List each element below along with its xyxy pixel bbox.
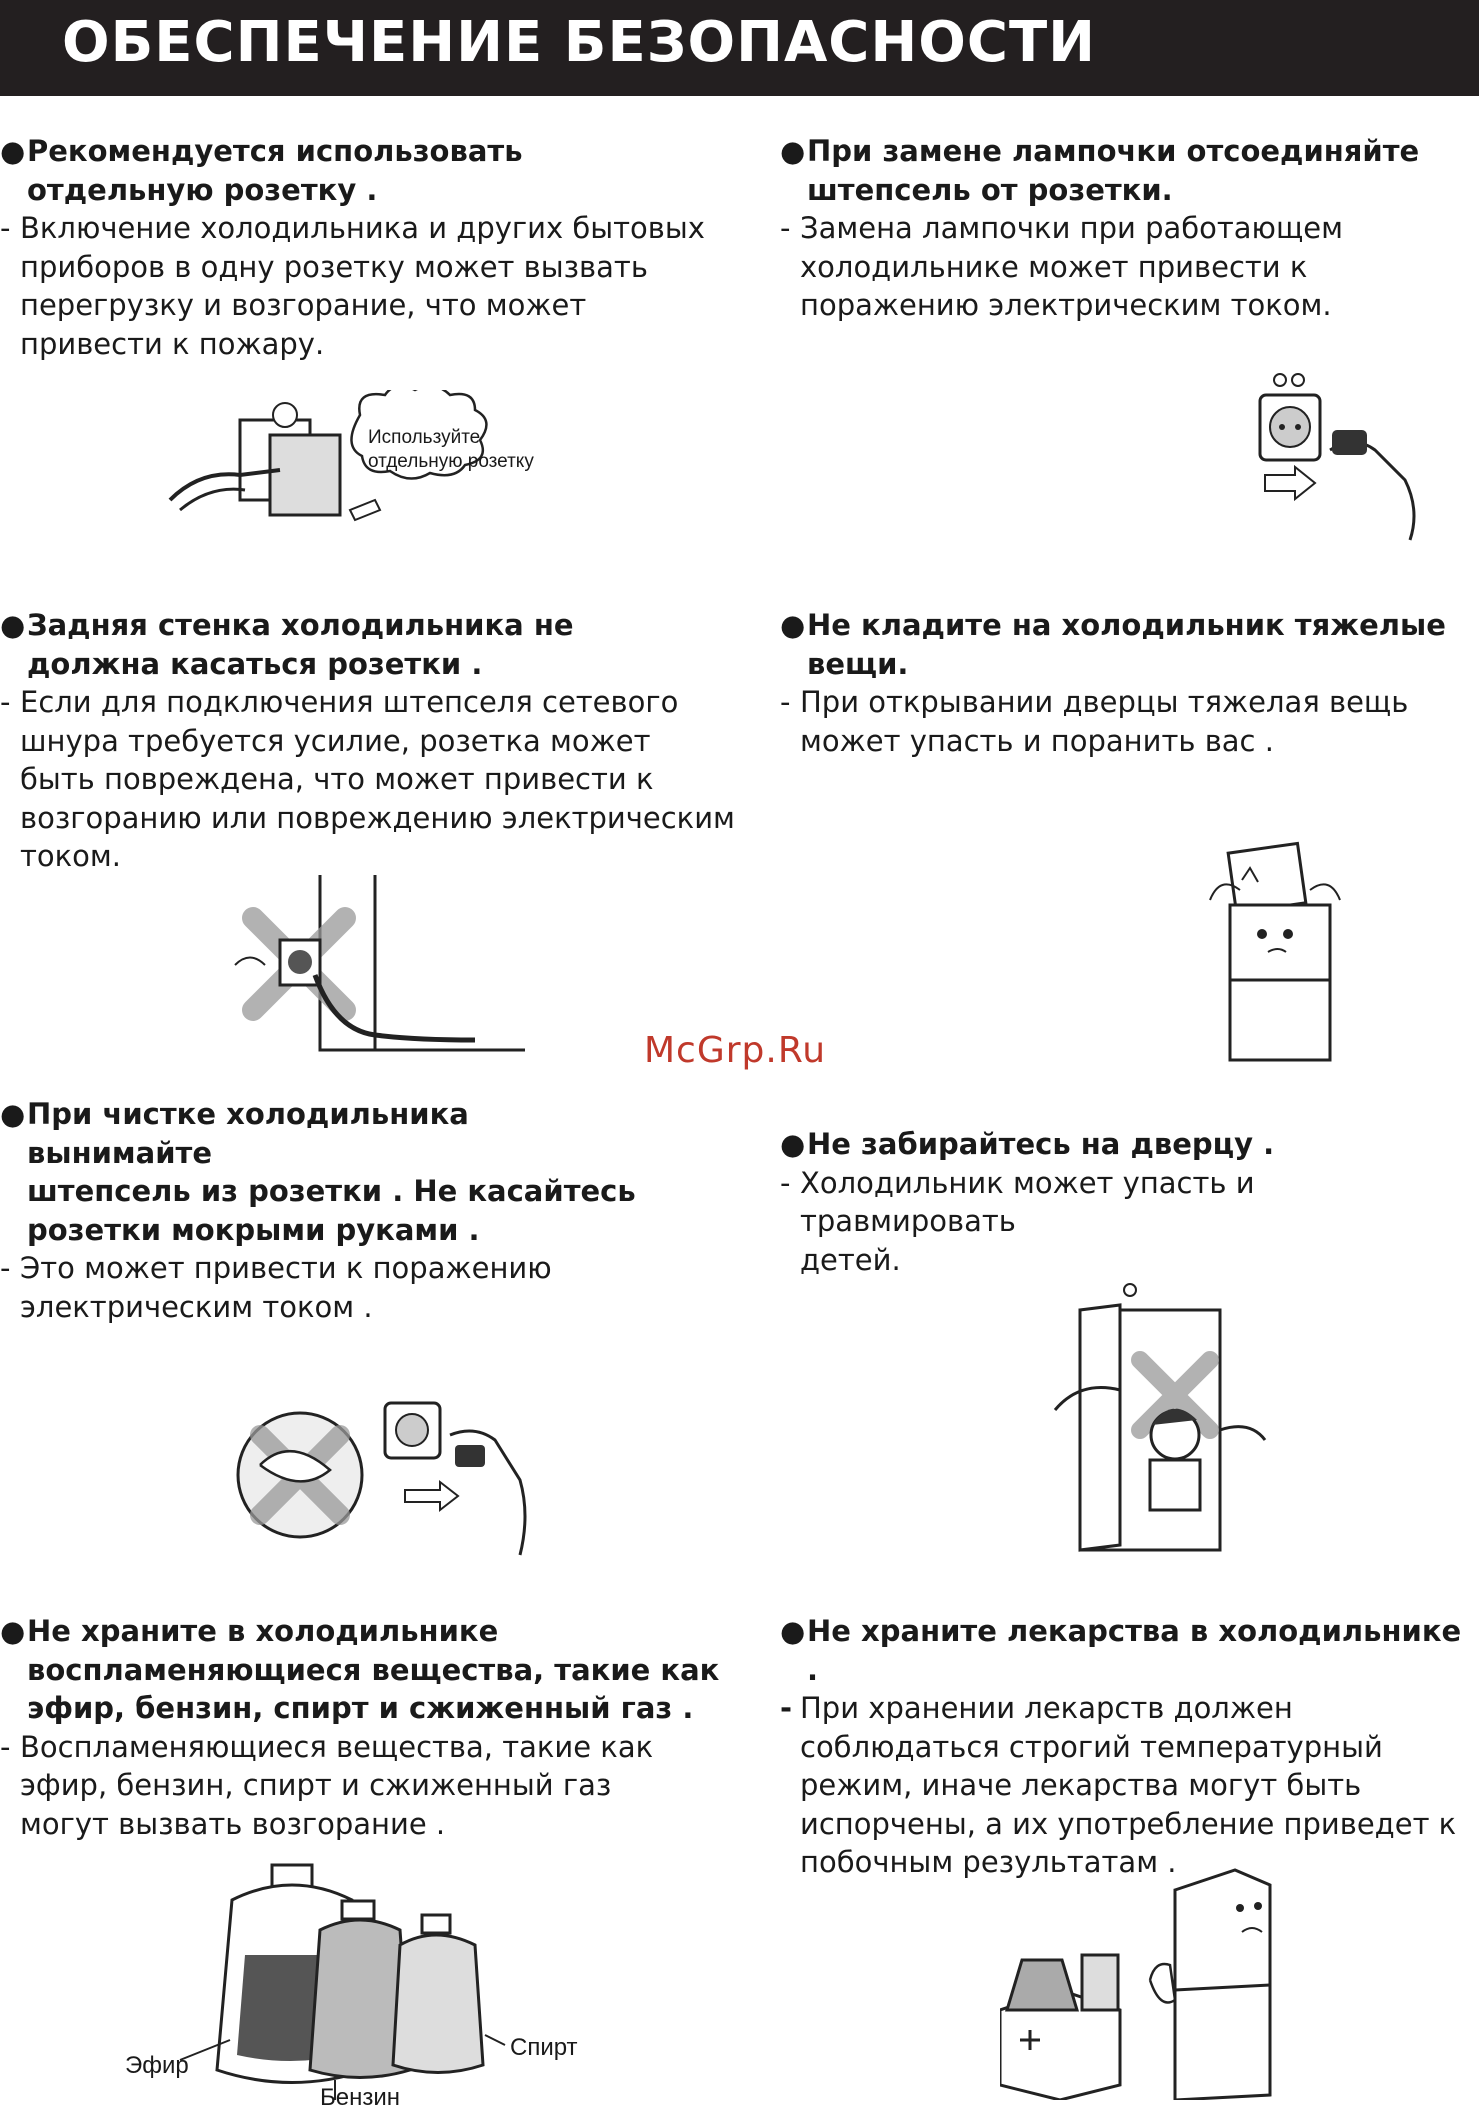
section-description: - Если для подключения штепселя сетевого шнура требуется усилие, розетка может быть повреждена, что может привести к возгоранию или повреждению электрическим током. bbox=[0, 685, 735, 873]
section-description: - Замена лампочки при работающем холодильнике может привести к поражению электрическим током. bbox=[780, 211, 1343, 322]
callout-text: Используйте bbox=[368, 427, 481, 448]
bullet-icon: ● bbox=[0, 134, 26, 168]
label-spirit: Спирт bbox=[510, 2034, 578, 2061]
back-wall-illustration bbox=[225, 870, 545, 1060]
section-door-climbing bbox=[780, 1125, 1479, 1279]
bullet-icon: ● bbox=[0, 1614, 26, 1648]
section-heading: ● Задняя стенка холодильника не должна касаться розетки . bbox=[0, 608, 574, 681]
section-heading: ● Рекомендуется использовать отдельную розетку . bbox=[0, 134, 523, 207]
page-title: ОБЕСПЕЧЕНИЕ БЕЗОПАСНОСТИ bbox=[62, 10, 1097, 75]
section-heading: ● Не храните лекарства в холодильнике . bbox=[780, 1612, 1479, 1689]
bullet-icon: ● bbox=[780, 134, 806, 168]
section-heavy-items bbox=[780, 606, 1479, 760]
section-bulb-replacement bbox=[780, 132, 1479, 325]
bullet-icon: ● bbox=[780, 608, 806, 642]
flammable-illustration bbox=[120, 1855, 620, 2107]
section-medicine bbox=[780, 1612, 1479, 1882]
section-heading: ● При замене лампочки отсоединяйте штепсель от розетки. bbox=[780, 134, 1420, 207]
bullet-icon: ● bbox=[780, 1614, 806, 1648]
section-heading: ● Не храните в холодильнике воспламеняющиеся вещества, такие как эфир, бензин, спирт и сжиженный газ . bbox=[0, 1614, 720, 1725]
section-description: - Это может привести к поражению электрическим током . bbox=[0, 1251, 552, 1324]
door-climbing-illustration bbox=[1020, 1280, 1280, 1570]
section-flammable bbox=[0, 1612, 740, 1843]
section-separate-outlet bbox=[0, 132, 720, 363]
heavy-item-illustration bbox=[1200, 830, 1350, 1065]
medicine-illustration bbox=[1000, 1860, 1300, 2100]
section-cleaning bbox=[0, 1095, 740, 1326]
unplug-illustration bbox=[1240, 355, 1420, 545]
bullet-icon: ● bbox=[0, 608, 26, 642]
label-ether: Эфир bbox=[125, 2052, 189, 2079]
watermark: McGrp.Ru bbox=[644, 1030, 827, 1071]
section-description: - При открывании дверцы тяжелая вещь может упасть и поранить вас . bbox=[780, 685, 1409, 758]
bullet-icon: ● bbox=[0, 1097, 26, 1131]
section-back-wall bbox=[0, 606, 740, 876]
cleaning-illustration bbox=[235, 1375, 545, 1565]
label-benzine: Бензин bbox=[320, 2084, 401, 2107]
section-heading: ● Не забирайтесь на дверцу . bbox=[780, 1125, 1479, 1164]
bullet-icon: ● bbox=[780, 1127, 806, 1161]
section-description: - Холодильник может упасть и травмировать детей. bbox=[780, 1165, 1255, 1277]
section-description: - При хранении лекарств должен соблюдаться строгий температурный режим, иначе лекарства могут быть испорчены, а их употребление приведет к побочным результатам . bbox=[780, 1691, 1457, 1879]
separate-outlet-illustration bbox=[160, 390, 560, 550]
callout-text: отдельную розетку bbox=[368, 451, 534, 472]
page-header bbox=[0, 0, 1479, 96]
section-description: - Включение холодильника и других бытовых приборов в одну розетку может вызвать перегрузку и возгорание, что может привести к пожару. bbox=[0, 211, 705, 361]
section-heading: ● При чистке холодильника вынимайте штепсель из розетки . Не касайтесь розетки мокрыми руками . bbox=[0, 1097, 636, 1247]
section-heading: ● Не кладите на холодильник тяжелые вещи. bbox=[780, 608, 1446, 681]
section-description: - Воспламеняющиеся вещества, такие как эфир, бензин, спирт и сжиженный газ могут вызвать возгорание . bbox=[0, 1729, 654, 1841]
